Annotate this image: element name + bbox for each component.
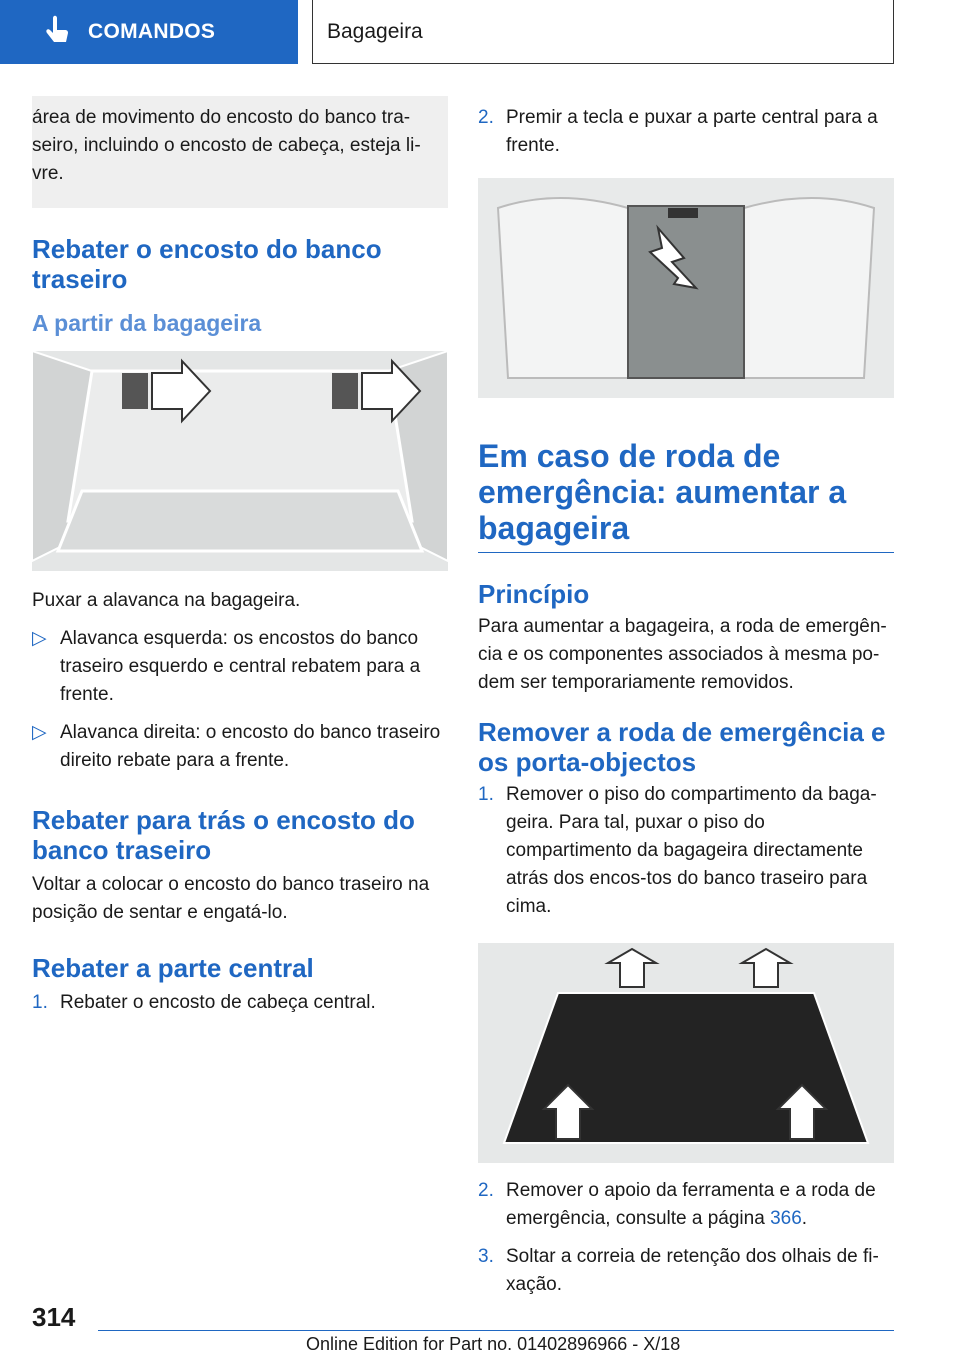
trunk-lever-illustration [32, 351, 448, 571]
hand-pointer-icon [36, 12, 76, 52]
triangle-bullet-icon: ▷ [32, 628, 47, 649]
bullet-item [32, 719, 448, 775]
step-text-body: Remover o apoio da ferramenta e a roda de emergência, consulte a página [506, 1180, 876, 1229]
note-box [32, 96, 448, 208]
heading-principle: Princípio [478, 579, 590, 609]
rear-seat-illustration [478, 178, 894, 398]
heading-center-part: Rebater a parte central [32, 953, 314, 983]
trunk-floor-drawing [478, 943, 894, 1163]
step-number: 1. [478, 784, 494, 805]
step-number: 2. [478, 107, 494, 128]
chapter-title: Em caso de roda de emergência: aumentar a bagageira [478, 438, 894, 553]
triangle-bullet-icon: ▷ [32, 722, 47, 743]
page-link[interactable]: 366 [770, 1208, 802, 1229]
left-column [32, 96, 448, 1017]
fold-back-text: Voltar a colocar o encosto do banco traseiro na posição de sentar e engatá-lo. [32, 874, 430, 923]
page-number: 314 [32, 1302, 76, 1332]
step-item [478, 781, 894, 921]
step-text: Premir a tecla e puxar a parte central para a frente. [506, 107, 878, 156]
heading-fold-rear-seat: Rebater o encosto do banco traseiro [32, 234, 382, 294]
heading-remove-spare-wheel: Remover a roda de emergência e os porta-objectos [478, 717, 886, 777]
step-item [32, 989, 448, 1017]
bullet-text: Alavanca esquerda: os encostos do banco traseiro esquerdo e central rebatem para a frente. [60, 628, 421, 705]
step-text: Rebater o encosto de cabeça central. [60, 992, 376, 1013]
chapter-header [312, 0, 894, 64]
bullet-item [32, 625, 448, 709]
trunk-floor-illustration [478, 943, 894, 1163]
trunk-lever-drawing [32, 351, 448, 571]
heading-fold-back: Rebater para trás o encosto do banco traseiro [32, 805, 415, 865]
section-tab-label: COMANDOS [88, 20, 216, 43]
bullet-text: Alavanca direita: o encosto do banco traseiro direito rebate para a frente. [60, 722, 441, 771]
pull-lever-text: Puxar a alavanca na bagageira. [32, 590, 301, 611]
step-number: 2. [478, 1180, 494, 1201]
step-text: Remover o piso do compartimento da baga-geira. Para tal, puxar o piso do compartimento da bagageira directamente atrás dos encos-tos do banco traseiro para cima. [506, 784, 877, 917]
step-item [478, 1243, 894, 1299]
footer-divider [98, 1330, 894, 1331]
principle-text: Para aumentar a bagageira, a roda de emergên-cia e os componentes associados à mesma po-dem ser temporariamente removidos. [478, 616, 887, 693]
chapter-label: Bagageira [327, 19, 423, 43]
step-text: Soltar a correia de retenção dos olhais de fi-xação. [506, 1246, 879, 1295]
right-column [478, 96, 894, 1299]
step-number: 3. [478, 1246, 494, 1267]
step-item [478, 104, 894, 160]
section-tab[interactable] [0, 0, 298, 64]
note-text: área de movimento do encosto do banco tra-seiro, incluindo o encosto de cabeça, esteja li-vre. [32, 107, 421, 184]
step-text [506, 1177, 894, 1233]
rear-seat-drawing [478, 178, 894, 398]
step-number: 1. [32, 992, 48, 1013]
step-text-end: . [801, 1208, 808, 1229]
heading-from-trunk: A partir da bagageira [32, 310, 262, 336]
footer-edition: Online Edition for Part no. 01402896966 - X/18 [306, 1334, 681, 1354]
step-item [478, 1177, 894, 1233]
